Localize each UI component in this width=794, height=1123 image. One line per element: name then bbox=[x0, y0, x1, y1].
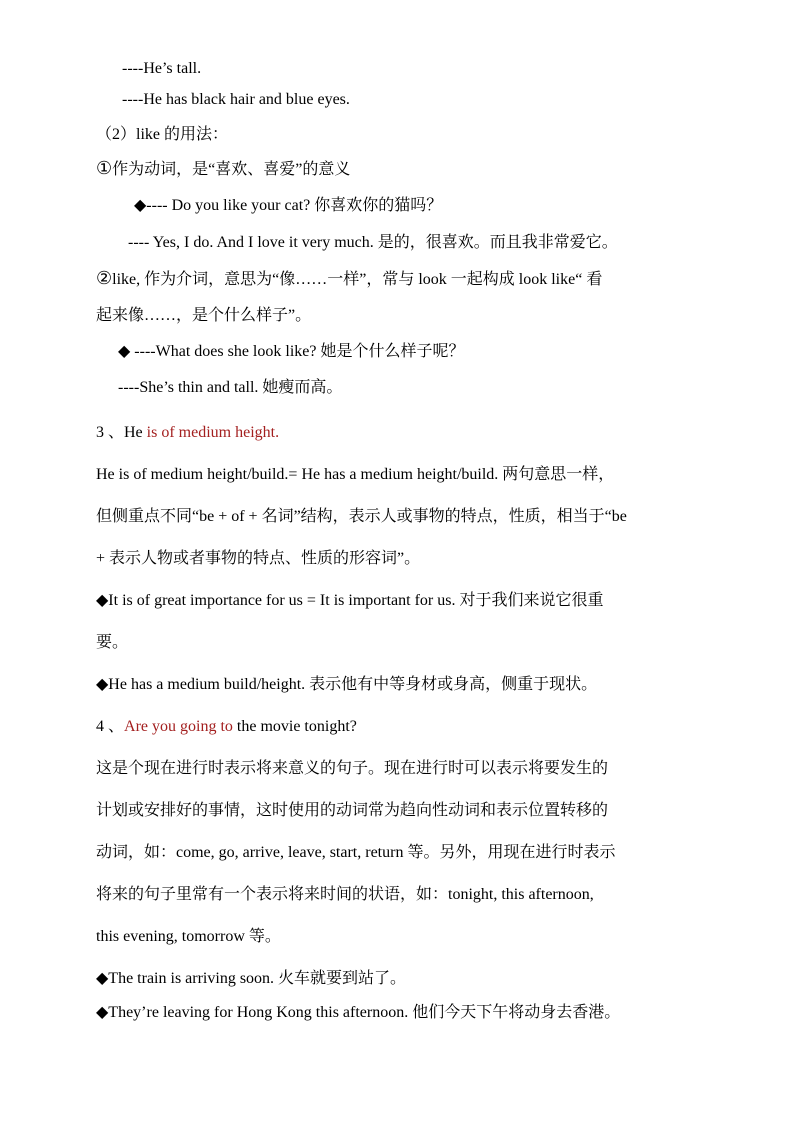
paragraph-line: 动词，如：come, go, arrive, leave, start, return 等。另外，用现在进行时表示 bbox=[96, 844, 616, 861]
example-line: ◆ ----What does she look like? 她是个什么样子呢？ bbox=[118, 343, 465, 360]
circled-number-1: ① bbox=[96, 158, 113, 179]
example-line-continued: 要。 bbox=[96, 634, 129, 651]
example-line: ◆---- Do you like your cat? 你喜欢你的猫吗？ bbox=[134, 197, 443, 214]
example-answer-line: ----He’s tall. bbox=[122, 60, 202, 77]
example-line: ◆He has a medium build/height. 表示他有中等身材或身高，侧重于现状。 bbox=[96, 676, 598, 693]
highlighted-phrase: Are you going to bbox=[124, 718, 233, 735]
section-3-heading bbox=[96, 422, 279, 444]
example-answer-line: ----He has black hair and blue eyes. bbox=[122, 91, 350, 108]
example-line: ◆The train is arriving soon. 火车就要到站了。 bbox=[96, 970, 407, 987]
subsection-heading: （2）like 的用法： bbox=[96, 126, 228, 143]
section-number: 3 、He bbox=[96, 424, 147, 441]
example-line: ---- Yes, I do. And I love it very much. 是的，很喜欢。而且我非常爱它。 bbox=[128, 234, 618, 251]
paragraph-line: He is of medium height/build.= He has a medium height/build. 两句意思一样， bbox=[96, 466, 615, 483]
paragraph-line: 计划或安排好的事情，这时使用的动词常为趋向性动词和表示位置转移的 bbox=[96, 802, 609, 819]
heading-suffix: the movie tonight? bbox=[232, 718, 357, 735]
section-number: 4 、 bbox=[96, 718, 125, 735]
paragraph-line: 这是个现在进行时表示将来意义的句子。现在进行时可以表示将要发生的 bbox=[96, 760, 609, 777]
usage-point-1 bbox=[96, 158, 350, 181]
example-line: ----She’s thin and tall. 她瘦而高。 bbox=[118, 379, 343, 396]
circled-number-2: ② bbox=[96, 268, 113, 289]
section-4-heading bbox=[96, 716, 357, 738]
usage-text: 作为动词，是“喜欢、喜爱”的意义 bbox=[112, 161, 351, 178]
example-line: ◆It is of great importance for us = It is important for us. 对于我们来说它很重 bbox=[96, 592, 604, 609]
usage-text-continued: 起来像……，是个什么样子”。 bbox=[96, 307, 312, 324]
paragraph-line: this evening, tomorrow 等。 bbox=[96, 928, 281, 945]
paragraph-line: 但侧重点不同“be + of + 名词”结构，表示人或事物的特点，性质，相当于“be bbox=[96, 508, 627, 525]
paragraph-line: 将来的句子里常有一个表示将来时间的状语，如：tonight, this afternoon, bbox=[96, 886, 594, 903]
paragraph-line: + 表示人物或者事物的特点、性质的形容词”。 bbox=[96, 550, 421, 567]
usage-text: like, 作为介词，意思为“像……一样”，常与 look 一起构成 look like“ 看 bbox=[112, 271, 603, 288]
highlighted-phrase: is of medium height. bbox=[146, 424, 280, 441]
usage-point-2 bbox=[96, 268, 602, 291]
example-line: ◆They’re leaving for Hong Kong this afternoon. 他们今天下午将动身去香港。 bbox=[96, 1004, 621, 1021]
